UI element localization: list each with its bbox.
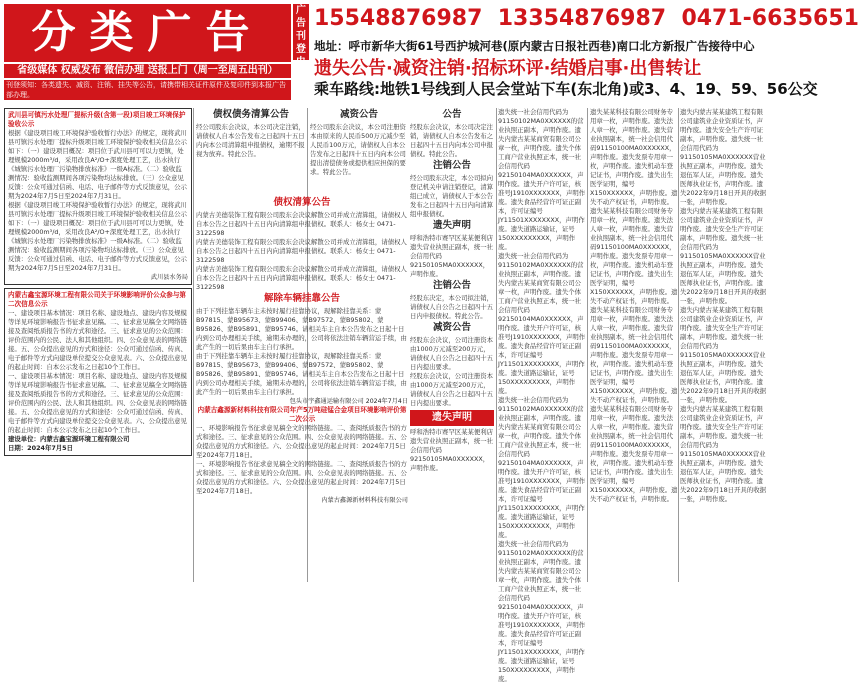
- notice-env-acceptance: [4, 108, 192, 285]
- notice-body: 遗失内蒙古某某建筑工程有限公司建筑业企业资质证书，声明作废。遗失安全生产许可证副本，声明作废。遗失统一社会信用代码为91150105MA0XXXXXX营业执照正副本，声明作废。遗失退伍军人证，声明作废。遗失医师执业证书，声明作废。遗失2022年9月18日开具的收据一张，声明作废。: [680, 108, 766, 206]
- brand-title: 分类广告: [4, 4, 291, 62]
- phone-1: 15548876987: [314, 6, 483, 31]
- notice-title: 解除车辆挂靠公告: [263, 293, 340, 304]
- notice-body: 经股东会决议，本公司决定注销，请债权人自本公告发布之日起四十五日内向本公司申报债权。特此公告。: [410, 123, 494, 158]
- column-2: [196, 108, 306, 192]
- notice-date: 日期：2024年7月5日: [8, 444, 74, 452]
- phone-numbers: [314, 6, 859, 31]
- notice-body: 一、建设项目基本情况：项目名称、建设地点、建设内容及规模等详见环境影响报告书征求意见稿。二、征求意见稿全文网络链接及查阅纸质报告书的方式和途径。三、征求意见的公众范围：评价范围内的公民、法人和其他组织。四、公众意见表的网络链接。五、公众提出意见的方式和途径：公众可通过信函、传真、电子邮件等方式向建设单位提交公众意见表。六、公众提出意见的起止时间：自本公示发布之日起10个工作日。: [8, 309, 187, 371]
- phone-tag: 广告刊登电话: [293, 4, 309, 60]
- notice-signature: 建设单位：内蒙古鑫宝源环境工程有限公司: [8, 435, 130, 443]
- notice-title: 遗失声明: [432, 220, 471, 231]
- notice-body: 内蒙古美德装饰工程有限公司股东会决议解散公司并成立清算组，请债权人自本公告之日起四十五日内向清算组申报债权。联系人：杨女士 0471-3122598: [196, 211, 407, 237]
- phone-2: 13354876987: [497, 6, 667, 31]
- notice-body: 呼和浩特市赛罕区某某便利店遗失营业执照正副本，统一社会信用代码92150105MA0XXXXXX，声明作废。: [410, 428, 494, 472]
- notice-title: 内蒙古鑫源新材料科技有限公司年产5万吨硅锰合金项目环境影响评价第二次公示: [197, 406, 407, 423]
- column-divider: [496, 108, 497, 582]
- notice-signature: 包头市宇鑫通运输有限公司 2024年7月4日: [289, 398, 408, 405]
- notice-body: 一、环境影响报告书征求意见稿全文的网络链接。二、查阅纸质报告书的方式和途径。三、征求意见的公众范围。四、公众意见表的网络链接。五、公众提出意见的方式和途径。六、公众提出意见的起止时间：2024年7月5日至2024年7月18日。: [196, 424, 407, 459]
- notice-body: 经公司股东决定，本公司拟向登记机关申请注销登记，清算组已成立，请债权人于本公告发布之日起四十五日内向清算组申报债权。: [410, 174, 494, 218]
- notice-title: 注销公告: [432, 280, 471, 291]
- notice-body: 根据《建设项目竣工环境保护验收暂行办法》的规定，现将武川县可镇污水处理厂提标升级项目竣工环境保护验收相关信息公示如下：（一）建设项目概况：项目位于武川县可可以力更镇，处理规模2000m³/d，采用改良A²/O+深度处理工艺，出水执行《城镇污水处理厂污染物排放标准》一级A标准。（二）验收监测情况：验收监测期间各项污染物均达标排放。（三）公众意见反馈：公众可通过信函、电话、电子邮件等方式反馈意见，公示期为2024年7月5日至2024年7月31日。: [8, 201, 187, 272]
- notice-body: 一、建设项目基本情况：项目名称、建设地点、建设内容及规模等详见环境影响报告书征求意见稿。二、征求意见稿全文网络链接及查阅纸质报告书的方式和途径。三、征求意见的公众范围：评价范围内的公民、法人和其他组织。四、公众意见表的网络链接。五、公众提出意见的方式和途径：公众可通过信函、传真、电子邮件等方式向建设单位提交公众意见表。六、公众提出意见的起止时间：自本公示发布之日起10个工作日。: [8, 372, 187, 434]
- column-divider: [193, 108, 194, 582]
- services-line: 遗失公告·减资注销·招标环评·结婚启事·出售转让: [314, 58, 702, 79]
- notice-body: 遗失统一社会信用代码为91150102MA0XXXXXX的营业执照正副本，声明作废。遗失内蒙古某某商贸有限公司公章一枚，声明作废。遗失个体工商户营业执照正本，统一社会信用代码92150104MA0XXXXXX，声明作废。遗失开户许可证，核准号J1910XXXXXXX，声明作废。遗失食品经营许可证正副本，许可证编号JY11501XXXXXXXX，声明作废。遗失道路运输证，证号150XXXXXXXXX，声明作废。: [498, 252, 586, 395]
- notice-title: 减资公告: [339, 109, 378, 120]
- column-2b: [310, 108, 408, 192]
- notice-title: 债权清算公告: [273, 197, 331, 208]
- notice-body: 遗失内蒙古某某建筑工程有限公司建筑业企业资质证书，声明作废。遗失安全生产许可证副本，声明作废。遗失统一社会信用代码为91150105MA0XXXXXX营业执照正副本，声明作废。遗失退伍军人证，声明作废。遗失医师执业证书，声明作废。遗失2022年9月18日开具的收据一张，声明作废。: [680, 405, 766, 503]
- notice-signature: 内蒙古鑫源新材料科技有限公司: [321, 497, 408, 504]
- middle-block: [196, 196, 408, 582]
- notice-body: 呼和浩特市赛罕区某某便利店遗失营业执照正副本，统一社会信用代码92150105MA0XXXXXX，声明作废。: [410, 234, 494, 278]
- column-5: [498, 108, 586, 683]
- notice-body: 经公司股东会决议，本公司决定注销，请债权人自本公告发布之日起四十五日内向本公司清算组申报债权，逾期不报视为放弃。特此公告。: [196, 123, 305, 158]
- notice-body: 一、环境影响报告书征求意见稿全文的网络链接。二、查阅纸质报告书的方式和途径。三、征求意见的公众范围。四、公众意见表的网络链接。五、公众提出意见的方式和途径。六、公众提出意见的起止时间：2024年7月5日至2024年7月18日。: [196, 460, 407, 495]
- notice-title: 债权债务清算公告: [212, 109, 289, 120]
- column-divider: [587, 108, 588, 582]
- column-divider: [678, 108, 679, 582]
- notice-body: 遗失内蒙古某某建筑工程有限公司建筑业企业资质证书，声明作废。遗失安全生产许可证副本，声明作废。遗失统一社会信用代码为91150105MA0XXXXXX营业执照正副本，声明作废。遗失退伍军人证，声明作废。遗失医师执业证书，声明作废。遗失2022年9月18日开具的收据一张，声明作废。: [680, 207, 766, 305]
- address-line: 地址：呼市新华大街61号西护城河巷(原内蒙古日报社西巷)南口北方新报广告接待中心: [314, 39, 755, 53]
- ad-header: [0, 0, 859, 104]
- notice-body: 内蒙古美德装饰工程有限公司股东会决议解散公司并成立清算组，请债权人自本公告之日起四十五日内向清算组申报债权。联系人：杨女士 0471-3122598: [196, 265, 407, 291]
- notice-body: 遗失某某科技有限公司财务专用章一枚，声明作废。遗失法人章一枚，声明作废。遗失营业执照副本，统一社会信用代码91150100MA0XXXXXX，声明作废。遗失发票专用章一枚，声明作废。遗失机动车登记证书，声明作废。遗失出生医学证明，编号X150XXXXXX，声明作废。遗失不动产权证书，声明作废。: [590, 405, 678, 503]
- notice-title: 内蒙古鑫宝源环境工程有限公司关于环境影响评价公众参与第二次信息公示: [8, 291, 187, 308]
- notice-title: 注销公告: [432, 160, 471, 171]
- notice-body: 经股东决定，本公司拟注销，请债权人自公告之日起四十五日内申报债权。特此公告。: [410, 294, 494, 320]
- phone-3: 0471-6635651: [681, 6, 859, 31]
- notice-body: 遗失某某科技有限公司财务专用章一枚，声明作废。遗失法人章一枚，声明作废。遗失营业执照副本，统一社会信用代码91150100MA0XXXXXX，声明作废。遗失发票专用章一枚，声明作废。遗失机动车登记证书，声明作废。遗失出生医学证明，编号X150XXXXXX，声明作废。遗失不动产权证书，声明作废。: [590, 207, 678, 305]
- notice-signature: 武川县水务局: [150, 274, 188, 281]
- notice-body: 遗失统一社会信用代码为91150102MA0XXXXXX的营业执照正副本，声明作废。遗失内蒙古某某商贸有限公司公章一枚，声明作废。遗失个体工商户营业执照正本，统一社会信用代码92150104MA0XXXXXX，声明作废。遗失开户许可证，核准号J1910XXXXXXX，声明作废。遗失食品经营许可证正副本，许可证编号JY11501XXXXXXXX，声明作废。遗失道路运输证，证号150XXXXXXXXX，声明作废。: [498, 108, 586, 251]
- column-1: [4, 108, 192, 582]
- brand-slogan: 省级媒体 权威发布 微信办理 送报上门（周一至周五出刊）: [4, 64, 291, 78]
- notice-body: 由于下列挂靠车辆车主未按时履行挂靠协议，现解除挂靠关系：蒙B97815、蒙B95673、蒙B99406、蒙B97572、蒙B95802、蒙B95826、蒙B95891、蒙B95746。请相关车主自本公告发布之日起十日内到公司办理相关手续，逾期未办理的，公司将依法注销车辆营运手续，由此产生的一切后果由车主自行承担。: [196, 352, 407, 396]
- notice-title: 武川县可镇污水处理厂提标升级(含第一段)项目竣工环境保护验收公示: [8, 111, 186, 128]
- notice-body: 遗失某某科技有限公司财务专用章一枚，声明作废。遗失法人章一枚，声明作废。遗失营业执照副本，统一社会信用代码91150100MA0XXXXXX，声明作废。遗失发票专用章一枚，声明作废。遗失机动车登记证书，声明作废。遗失出生医学证明，编号X150XXXXXX，声明作废。遗失不动产权证书，声明作废。: [590, 108, 678, 206]
- notice-body: 根据《建设项目竣工环境保护验收暂行办法》的规定，现将武川县可镇污水处理厂提标升级项目竣工环境保护验收相关信息公示如下：（一）建设项目概况：项目位于武川县可可以力更镇，处理规模2000m³/d，采用改良A²/O+深度处理工艺，出水执行《城镇污水处理厂污染物排放标准》一级A标准。（二）验收监测情况：验收监测期间各项污染物均达标排放。（三）公众意见反馈：公众可通过信函、电话、电子邮件等方式反馈意见，公示期为2024年7月5日至2024年7月31日。: [8, 129, 187, 200]
- notice-body: 遗失统一社会信用代码为91150102MA0XXXXXX的营业执照正副本，声明作废。遗失内蒙古某某商贸有限公司公章一枚，声明作废。遗失个体工商户营业执照正本，统一社会信用代码92150104MA0XXXXXX，声明作废。遗失开户许可证，核准号J1910XXXXXXX，声明作废。遗失食品经营许可证正副本，许可证编号JY11501XXXXXXXX，声明作废。遗失道路运输证，证号150XXXXXXXXX，声明作废。: [498, 396, 586, 539]
- brand-note: 刊登须知：各类遗失、减资、注销、挂失等公告，请携带相关证件原件及复印件到本报广告部办理。: [4, 80, 291, 100]
- notice-body: 遗失统一社会信用代码为91150102MA0XXXXXX的营业执照正副本，声明作废。遗失内蒙古某某商贸有限公司公章一枚，声明作废。遗失个体工商户营业执照正本，统一社会信用代码92150104MA0XXXXXX，声明作废。遗失开户许可证，核准号J1910XXXXXXX，声明作废。遗失食品经营许可证正副本，许可证编号JY11501XXXXXXXX，声明作废。遗失道路运输证，证号150XXXXXXXXX，声明作废。: [498, 540, 586, 683]
- notice-body: 遗失内蒙古某某建筑工程有限公司建筑业企业资质证书，声明作废。遗失安全生产许可证副本，声明作废。遗失统一社会信用代码为91150105MA0XXXXXX营业执照正副本，声明作废。遗失退伍军人证，声明作废。遗失医师执业证书，声明作废。遗失2022年9月18日开具的收据一张，声明作废。: [680, 306, 766, 404]
- notice-body: 经股东会决议，公司注册资本由1000万元减至200万元，请债权人自公告之日起四十五日内提出要求。: [410, 336, 494, 371]
- column-6: [590, 108, 678, 582]
- lost-notice-banner: 遗失声明: [410, 410, 494, 426]
- column-7: [680, 108, 766, 582]
- column-4: [410, 108, 494, 582]
- notice-title: 减资公告: [432, 322, 471, 333]
- route-line: 乘车路线:地铁1号线到人民会堂站下车(东北角)或3、4、19、59、56公交: [314, 80, 818, 98]
- notice-title: 公告: [442, 109, 462, 120]
- notice-body: 经公司股东会决议，本公司注册资本由原来的人民币500万元减少至人民币100万元，请债权人自本公告发布之日起四十五日内向本公司提出清偿债务或提供相应担保的要求。特此公告。: [310, 123, 406, 176]
- notice-body: 由于下列挂靠车辆车主未按时履行挂靠协议，现解除挂靠关系：蒙B97815、蒙B95673、蒙B99406、蒙B97572、蒙B95802、蒙B95826、蒙B95891、蒙B95746。请相关车主自本公告发布之日起十日内到公司办理相关手续，逾期未办理的，公司将依法注销车辆营运手续，由此产生的一切后果由车主自行承担。: [196, 307, 407, 351]
- notice-body: 经股东会决议，公司注册资本由1000万元减至200万元，请债权人自公告之日起四十五日内提出要求。: [410, 372, 494, 407]
- notice-body: 内蒙古美德装饰工程有限公司股东会决议解散公司并成立清算组，请债权人自本公告之日起四十五日内向清算组申报债权。联系人：杨女士 0471-3122598: [196, 238, 407, 264]
- notice-env-impact: [4, 288, 192, 456]
- notice-body: 遗失某某科技有限公司财务专用章一枚，声明作废。遗失法人章一枚，声明作废。遗失营业执照副本，统一社会信用代码91150100MA0XXXXXX，声明作废。遗失发票专用章一枚，声明作废。遗失机动车登记证书，声明作废。遗失出生医学证明，编号X150XXXXXX，声明作废。遗失不动产权证书，声明作废。: [590, 306, 678, 404]
